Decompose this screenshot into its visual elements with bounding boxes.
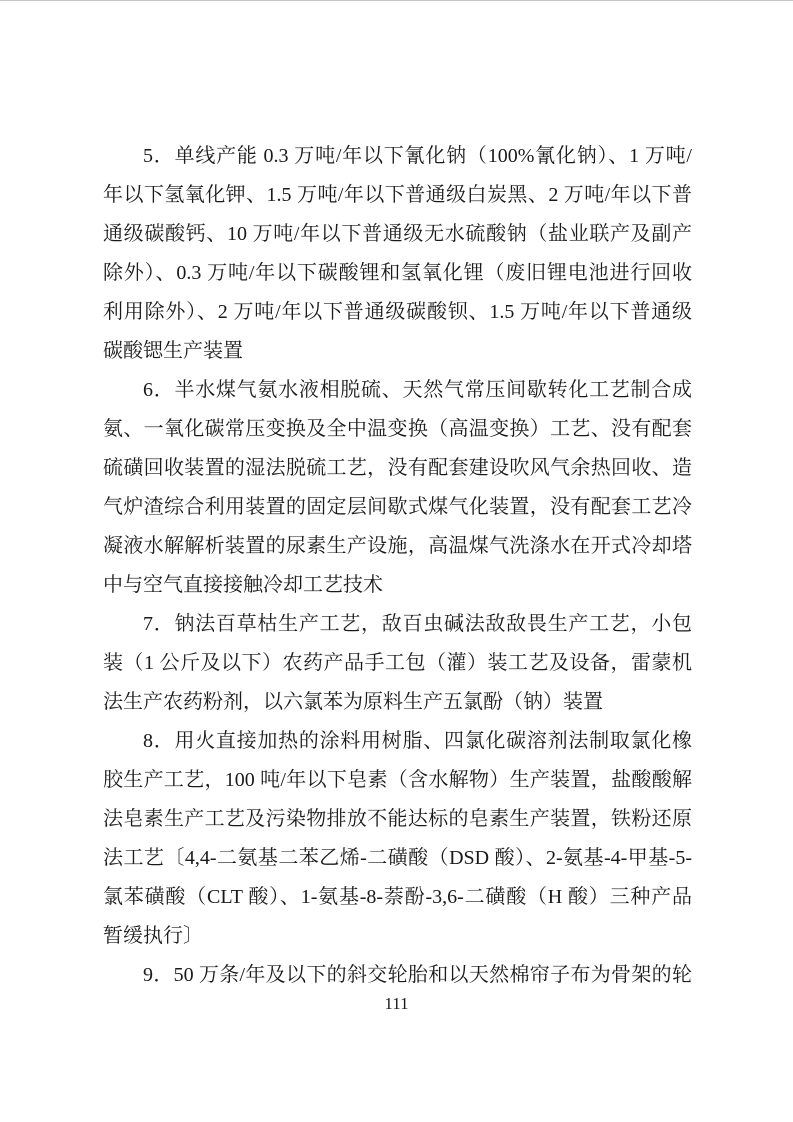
text-line: 法皂素生产工艺及污染物排放不能达标的皂素生产装置，铁粉还原 [103,808,692,830]
text-line: 暂缓执行〕 [103,925,203,947]
text-line: 9．50 万条/年及以下的斜交轮胎和以天然棉帘子布为骨架的轮 [143,964,692,986]
text-line: 凝液水解解析装置的尿素生产设施，高温煤气洗涤水在开式冷却塔 [103,535,692,557]
text-line: 6．半水煤气氨水液相脱硫、天然气常压间歇转化工艺制合成 [143,379,692,401]
text-line: 利用除外）、2 万吨/年以下普通级碳酸钡、1.5 万吨/年以下普通级 [103,301,692,323]
text-line: 8．用火直接加热的涂料用树脂、四氯化碳溶剂法制取氯化橡 [143,730,692,752]
text-line: 氯苯磺酸（CLT 酸）、1-氨基-8-萘酚-3,6-二磺酸（H 酸）三种产品 [103,886,692,908]
text-line: 胶生产工艺，100 吨/年以下皂素（含水解物）生产装置，盐酸酸解 [103,769,692,791]
text-line: 法工艺〔4,4-二氨基二苯乙烯-二磺酸（DSD 酸）、2-氨基-4-甲基-5- [103,847,692,869]
text-line: 5．单线产能 0.3 万吨/年以下氰化钠（100%氰化钠）、1 万吨/ [143,145,692,167]
text-line: 氨、一氧化碳常压变换及全中温变换（高温变换）工艺、没有配套 [103,418,692,440]
text-line: 气炉渣综合利用装置的固定层间歇式煤气化装置，没有配套工艺冷 [103,496,692,518]
text-line: 装（1 公斤及以下）农药产品手工包（灌）装工艺及设备，雷蒙机 [103,652,692,674]
text-line: 年以下氢氧化钾、1.5 万吨/年以下普通级白炭黑、2 万吨/年以下普 [103,184,692,206]
text-line: 通级碳酸钙、10 万吨/年以下普通级无水硫酸钠（盐业联产及副产 [103,223,692,245]
text-line: 法生产农药粉剂，以六氯苯为原料生产五氯酚（钠）装置 [103,691,603,713]
text-line: 碳酸锶生产装置 [103,340,243,362]
text-line: 除外）、0.3 万吨/年以下碳酸锂和氢氧化锂（废旧锂电池进行回收 [103,262,692,284]
text-line: 7．钠法百草枯生产工艺，敌百虫碱法敌敌畏生产工艺，小包 [143,613,692,635]
text-line: 中与空气直接接触冷却工艺技术 [103,574,383,596]
text-line: 硫磺回收装置的湿法脱硫工艺，没有配套建设吹风气余热回收、造 [103,457,692,479]
body-text [103,137,692,995]
page-number: 111 [384,994,409,1013]
